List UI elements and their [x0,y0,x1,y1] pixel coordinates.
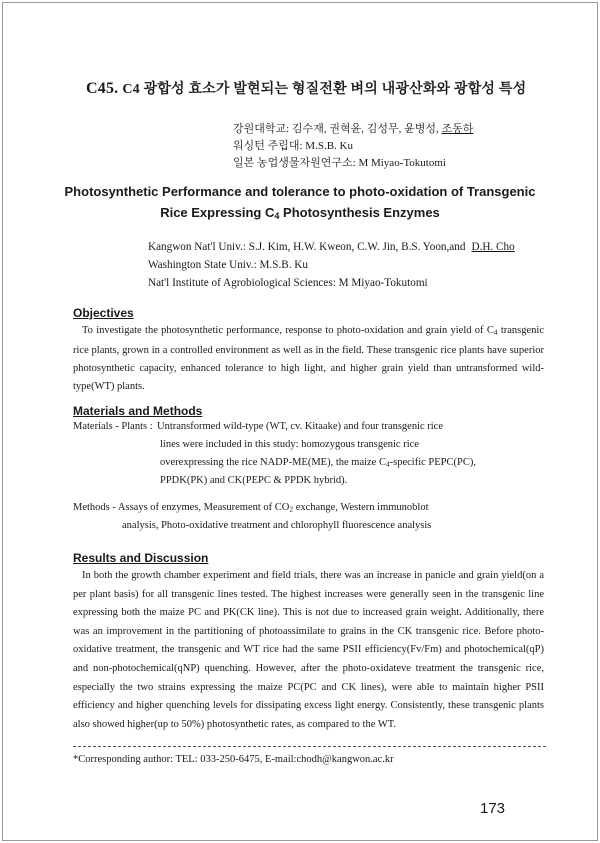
english-affiliation [148,277,428,289]
abstract-number: C45. [86,80,119,97]
page-number: 173 [480,800,506,817]
materials-subscript: 4 [385,459,390,469]
footnote-divider [73,746,546,747]
objectives-paragraph [73,322,544,396]
methods-label: Methods - [73,502,118,513]
korean-affiliation [233,137,353,153]
korean-affiliation [233,154,446,170]
results-text: In both the growth chamber experiment and field trials, there was an increase in panicle and grain yield(on a per plant basis) for all transgenic lines tested. The highest increases were generally seen in the transgenic line expressing both the maize PC and PK(CK line). This is not due to increased grain weight. Additionally, there was an improvement in the partitioning of photoassimilate to grains in the CK transgenic rice. Before photo-oxidative treatment, the transgenic and WT rice had the same PSII efficiency(Fv/Fm) and photochemical(qP) and non-photochemical(qNP) quenching. However, after the photo-oxidateve treatment the transgenic rice, especially the two strains expressing the maize PC(PC and CK lines), were able to maintain higher PSII efficiency and higher quenching levels for dissipating excess light energy. Consistently, these transgenic plants also showed higher(up to 50%) photosynthetic rates, as compared to the WT. [73,570,544,730]
korean-title-text: C4 광합성 효소가 발현되는 형질전환 벼의 내광산화와 광합성 특성 [122,82,527,97]
objectives-heading: Objectives [73,306,134,320]
korean-corresponding-author: 조동하 [441,123,474,135]
title-text: Rice Expressing C [160,205,275,220]
materials-plants-line [160,457,476,468]
english-title-line2 [60,205,540,221]
english-title-line1: Photosynthetic Performance and tolerance to photo-oxidation of Transgenic [64,184,536,199]
title-text: Photosynthesis Enzymes [279,205,440,220]
english-affiliation [148,259,308,271]
korean-affiliation-text: 워싱턴 주립대: M.S.B. Ku [233,140,353,152]
methods-line [73,502,429,513]
methods-text: Assays of enzymes, Measurement of CO [117,502,290,513]
materials-text: overexpressing the rice NADP-ME(ME), the maize C [160,457,386,468]
korean-affiliation-text: 일본 농업생물자원연구소: M Miyao-Tokutomi [233,157,446,169]
english-corresponding-author: D.H. Cho [471,241,515,253]
korean-affiliation [233,120,473,136]
results-paragraph [73,567,544,734]
methods-subscript: 2 [289,504,294,514]
english-affiliation-text: Washington State Univ.: M.S.B. Ku [148,259,308,271]
materials-plants-line: lines were included in this study: homozygous transgenic rice [160,439,419,450]
materials-text: -specific PEPC(PC), [389,457,476,468]
objectives-text: To investigate the photosynthetic performance, response to photo-oxidation and grain yield of C [82,325,494,336]
korean-affiliation-text: 강원대학교: 김수재, 권혁윤, 김성무, 윤병성, [233,123,442,135]
objectives-subscript: 4 [493,327,498,337]
english-affiliation [148,241,529,253]
materials-plants-label: Materials - Plants : [73,421,153,432]
methods-text: exchange, Western immunoblot [293,502,429,513]
materials-heading: Materials and Methods [73,404,203,418]
korean-title [86,78,526,98]
materials-plants-line: PPDK(PK) and CK(PEPC & PPDK hybrid). [160,475,348,486]
objectives-text: transgenic rice plants, grown in a controlled environment as well as in the field. These transgenic rice plants have superior photosynthetic capacity, enhanced tolerance to high light, and higher grain yield than untransformed wild-type(WT) plants. [73,325,544,393]
english-affiliation-text: Nat'l Institute of Agrobiological Sciences: M Miyao-Tokutomi [148,277,428,289]
materials-plants-line: Untransformed wild-type (WT, cv. Kitaake) and four transgenic rice [157,421,444,432]
methods-line: analysis, Photo-oxidative treatment and chlorophyll fluorescence analysis [122,520,432,531]
corresponding-author-footnote: *Corresponding author: TEL: 033-250-6475, E-mail:chodh@kangwon.ac.kr [73,754,394,765]
results-heading: Results and Discussion [73,551,209,565]
title-subscript: 4 [274,210,280,221]
english-affiliation-text: Kangwon Nat'l Univ.: S.J. Kim, H.W. Kweon, C.W. Jin, B.S. Yoon,and [148,241,466,253]
